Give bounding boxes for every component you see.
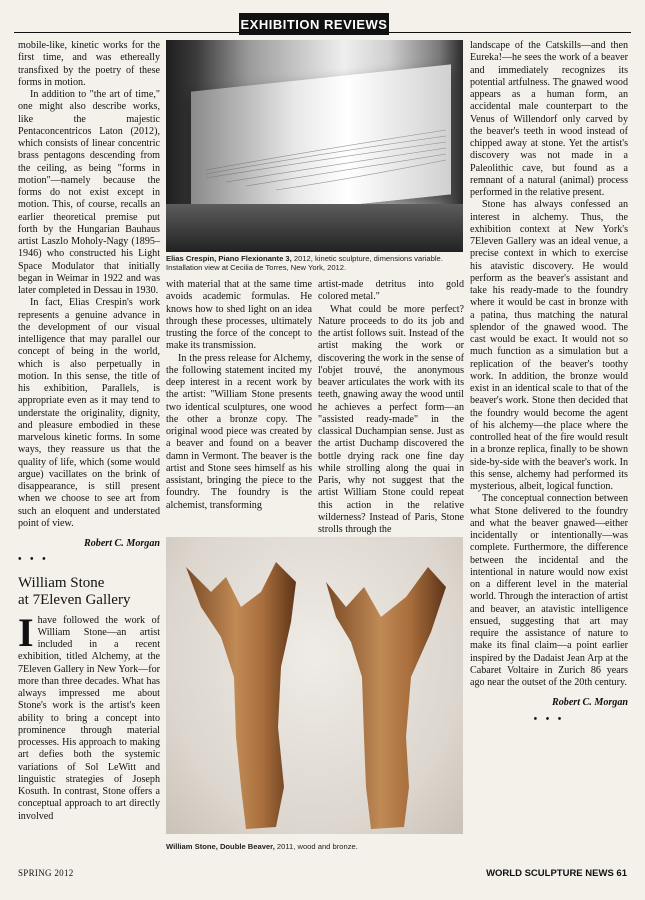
- article-headline: [18, 575, 160, 609]
- column-4: [470, 40, 628, 726]
- paragraph: landscape of the Catskills—and then Eureka!—he sees the work of a beaver and immediately recognizes its potential artfulness. The gnawed wood appears as a human form, an accidental male counterpart to the Venus of Willendorf only carved by the beaver's teeth in wood instead of chipped away at stone. Yet the artist's discovery was not made in a Paleolithic cave, but found as a remnant of a natural (animal) process performed in the relative present.: [470, 40, 628, 198]
- paragraph: Stone has always confessed an interest in alchemy. Thus, the exhibition context at New York's 7Eleven Gallery was an ideal venue, a precise context in which to exercise his atavistic discovery. He would perform as the beaver's assistant and take his ready-made to the foundry where it would be cast in bronze with a patina, thus matching the natural splendor of the gnawed wood. The cast would be exact. It would not so much function as a simulation but a replication of the beaver's toothy work. In addition, the bronze would exist in an identical scale to that of the beaver's work. Stone then decided that the foundry would become the agent of his alchemy—the place where the controlled heat of the fire would result in a bronze replica, finally to be shown side-by-side with the beaver's work. In this sense, alchemy had performed its mysterious, albeit, logical function.: [470, 199, 628, 492]
- paragraph: In addition to "the art of time," one might also describe works, like the majestic Pentaconcentricos Laton (2012), which consists of linear concentric brass pentagons descending from the ceiling, as being "forms in motion"—namely because the forms do not exist except in motion. This, of course, recalls an earlier theoretical premise put forth by the Hungarian Bauhaus artist Laszlo Moholy-Nagy (1895–1946) who constructed his Light Space Modulator that initially began in Weimar in 1922 and was later completed in Dessau in 1930.: [18, 89, 160, 296]
- suspended-lines-image: [166, 40, 463, 252]
- column-2: [166, 279, 312, 512]
- header-rule: [14, 32, 631, 33]
- kinetic-sculpture-photo: [166, 40, 463, 252]
- headline-line-1: William Stone: [18, 574, 105, 591]
- paragraph: The conceptual connection between what Stone delivered to the foundry and what the beaver gnawed—either incidentally or intentionally—was complete. Furthermore, the difference between the incidental and the intentional in nature would now exist on a different level in the material world. Through the interaction of artist and beaver, an atavistic intelligence ensued, suggesting that art may require the assistance of nature to make its final claim—a point earlier inspired by the Dadaist Jean Arp at the Cabaret Voltaire in Zurich 86 years ago near the outset of the 20th century.: [470, 493, 628, 688]
- column-1: [18, 40, 160, 823]
- section-divider: • • •: [18, 554, 49, 566]
- drop-cap: I: [18, 609, 34, 655]
- caption-text: 2011, wood and bronze.: [274, 842, 358, 851]
- headline-line-2: at 7Eleven Gallery: [18, 591, 131, 608]
- paragraph: In fact, Elias Crespin's work represents a genuine advance in the development of our visual intelligence that may parallel our concept of being in the world, which is also perpetually in motion. In this sense, the title of his exhibition, Parallels, is appropriate even as it may tend to understate the originality, dignity, and pleasure embodied in these marvelous kinetic forms. In some ways, they reassure us that the quality of life, which (some would argue) vacillates on the brink of disappearance, is still present when we choose to see art from such an eloquent and understated point of view.: [18, 297, 160, 529]
- paragraph-text: have followed the work of William Stone—an artist included in a recent exhibition, titled Alchemy, at the 7Eleven Gallery in New York—for more than three decades. What has always impressed me about Stone's work is the artist's keen ability to bring a concept into prominence through material processes. His approach to making art defies both the systemic variations of Sol LeWitt and linguistic strategies of Joseph Kosuth. In contrast, Stone offers a conceptual approach to art directly involved: [18, 614, 160, 822]
- caption-title: Elias Crespin, Piano Flexionante 3,: [166, 254, 292, 263]
- section-divider: • • •: [533, 713, 565, 725]
- magazine-page-number: WORLD SCULPTURE NEWS 61: [486, 868, 627, 879]
- author-signature: Robert C. Morgan: [84, 538, 160, 549]
- gnawed-wood-sculptures-image: [166, 537, 463, 834]
- column-3: [318, 279, 464, 536]
- paragraph: In the press release for Alchemy, the following statement incited my deep interest in a recent work by the artist: "William Stone presents two identical sculptures, one wood the other a bronze copy. The original wood piece was created by a beaver and found on a beaver damn in Vermont. The beaver is the artist and Stone sees himself as his assistant, bringing the piece to the foundry. The foundry is the alchemist, transforming: [166, 352, 312, 511]
- paragraph: with material that at the same time avoids academic formulas. He knows how to shed light on an idea through these processes, ultimately trusting the force of the concept to make its transmission.: [166, 279, 312, 352]
- paragraph: mobile-like, kinetic works for the first time, and was ethereally transfixed by the poetry of these forms in motion.: [18, 40, 160, 88]
- section-header: EXHIBITION REVIEWS: [239, 13, 389, 35]
- paragraph: What could be more perfect? Nature proceeds to do its job and the artist follows suit. Instead of the artist making the work or discovering the work in the sense of l'objet trouvé, the anonymous beaver articulates the work with its teeth, gnawing away the wood until he achieves a perfect form—an "assisted ready-made" in the classical Duchampian sense. Just as the artist Duchamp discovered the bottle drying rack one fine day while strolling along the quai in Paris, why not suggest that the artist William Stone could repeat this action in the relative wilderness? Instead of Paris, Stone strolls through the: [318, 303, 464, 535]
- issue-date: SPRING 2012: [18, 868, 74, 878]
- author-signature: Robert C. Morgan: [552, 697, 628, 709]
- photo-caption-2: [166, 842, 464, 851]
- paragraph: artist-made detritus into gold colored metal.": [318, 279, 464, 303]
- caption-title: William Stone, Double Beaver,: [166, 842, 275, 851]
- paragraph-with-dropcap: [18, 609, 160, 823]
- double-beaver-photo: [166, 537, 463, 834]
- photo-caption-1: [166, 254, 464, 272]
- caption-text: 2012, kinetic sculpture, dimensions variable. Installation view at Cecilia de Torres, New York, 2012.: [166, 254, 443, 273]
